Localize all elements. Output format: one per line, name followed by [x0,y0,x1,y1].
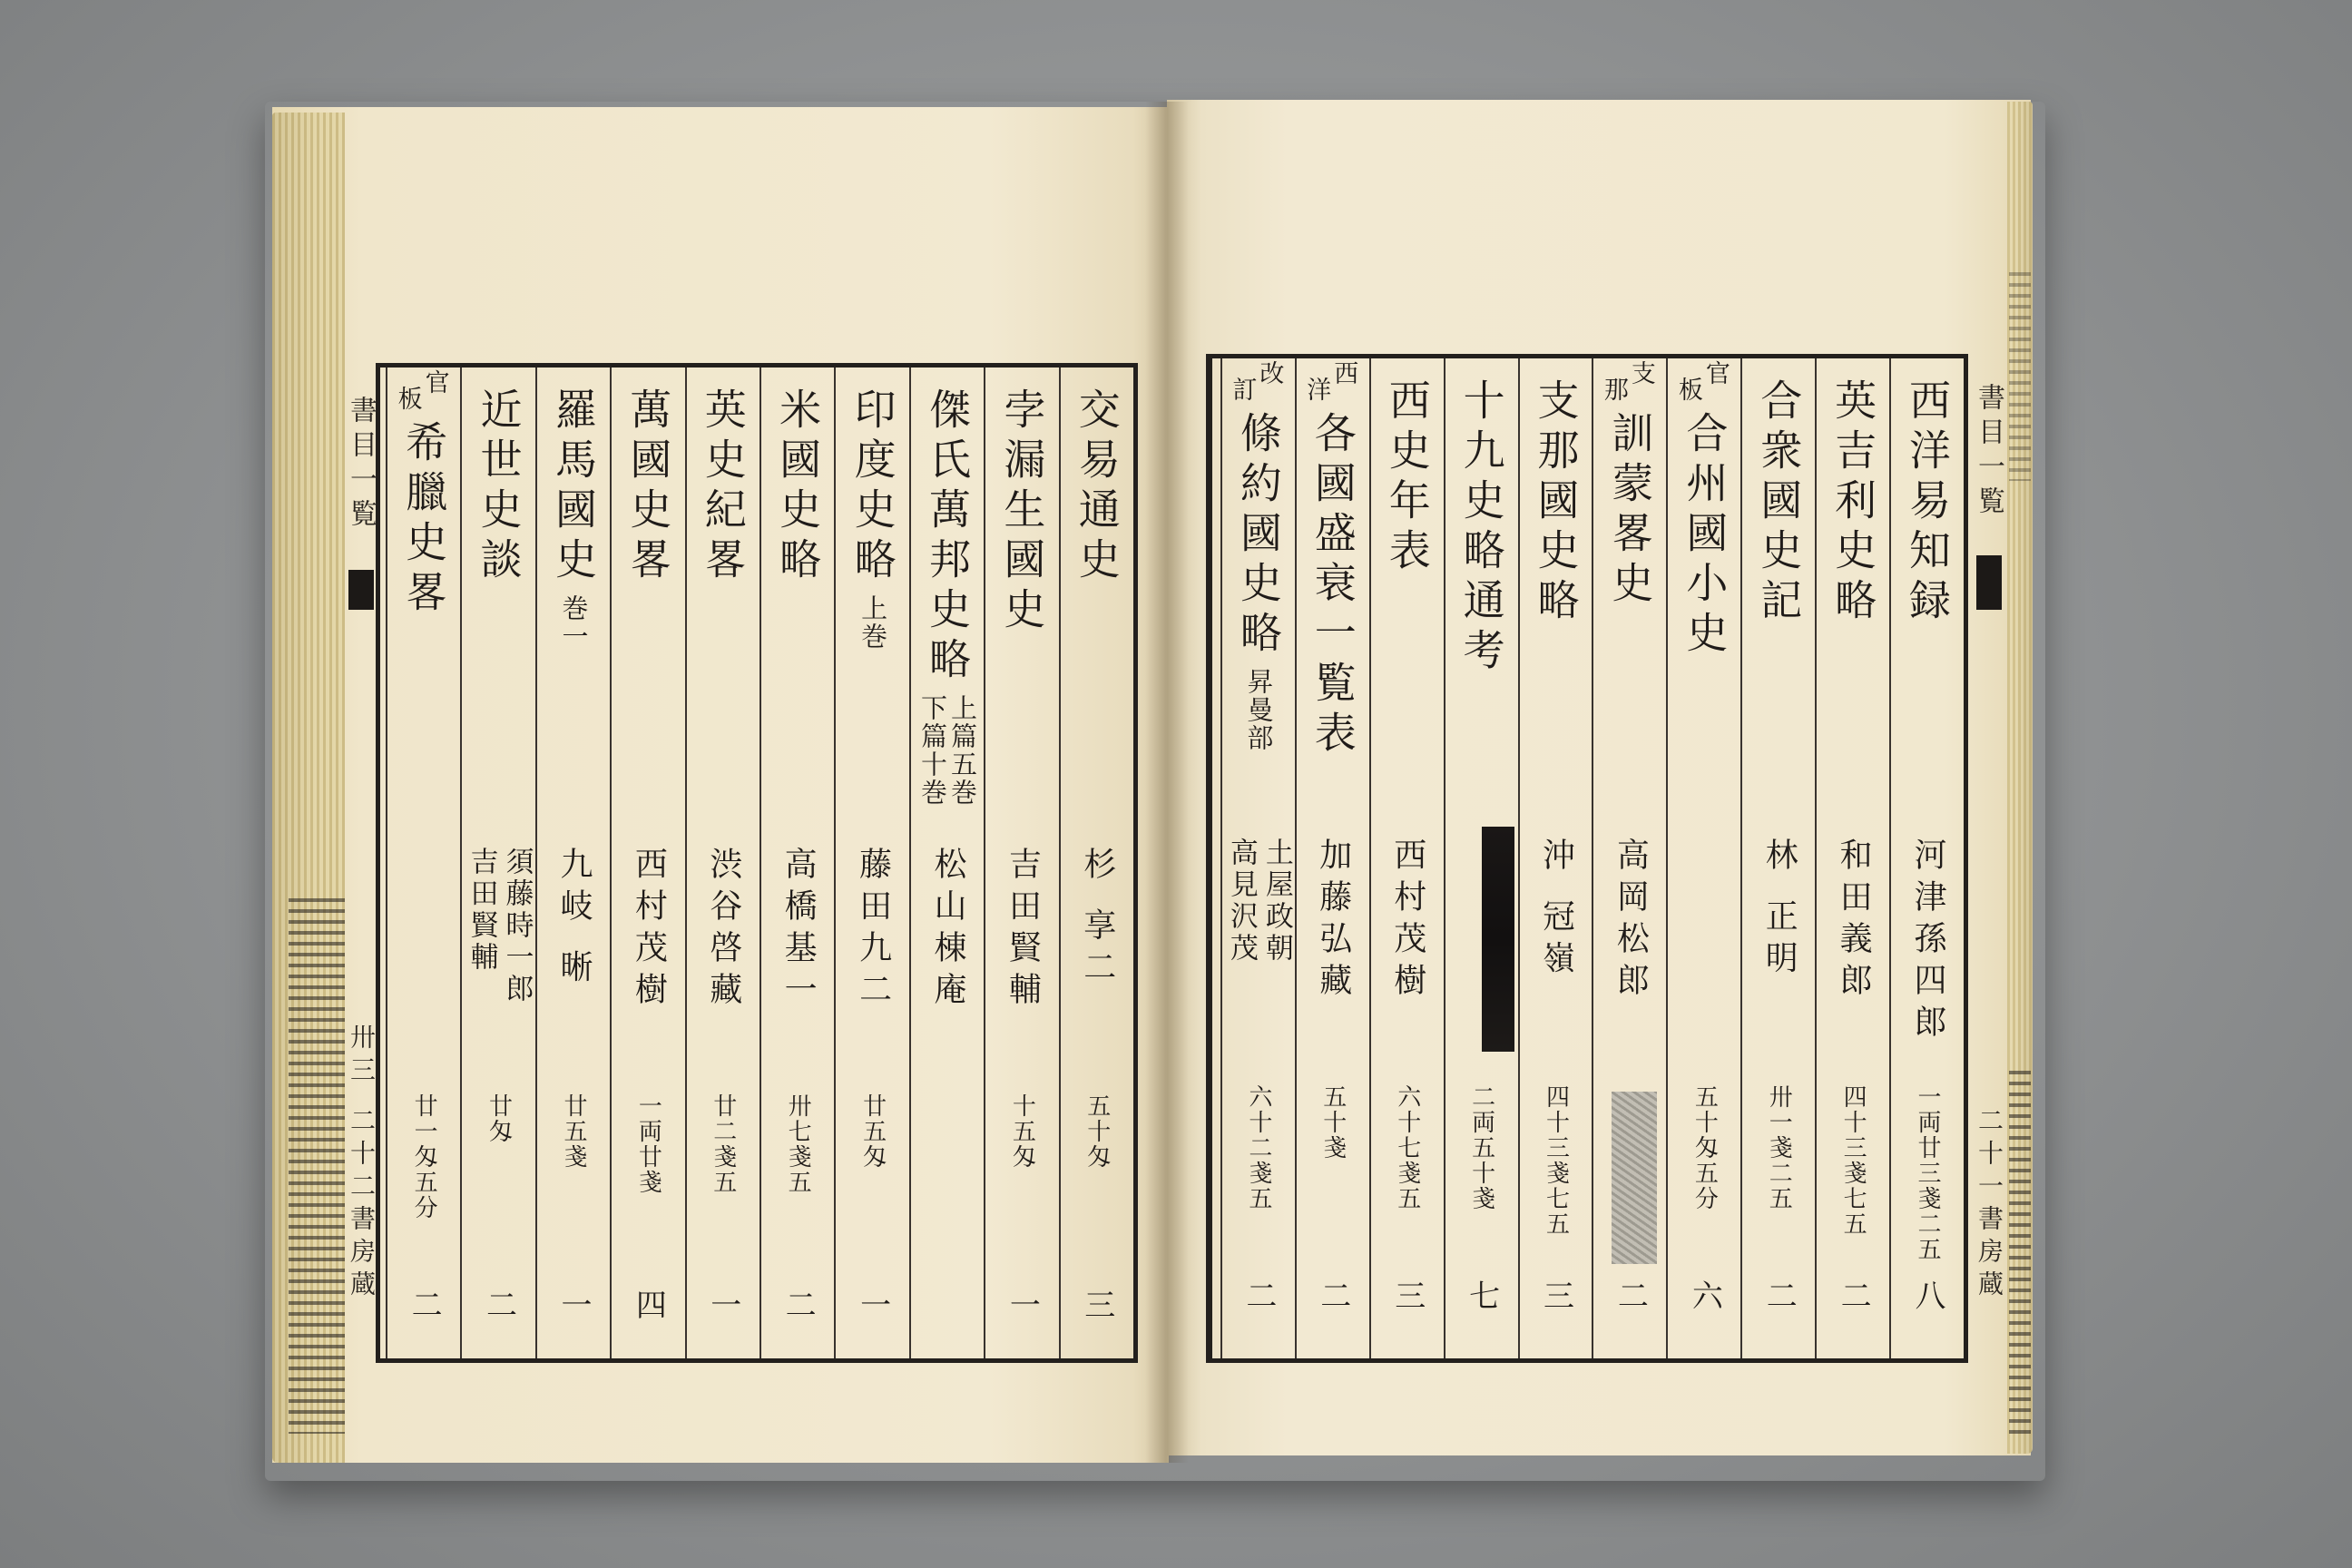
volume-count: 七 [1463,1279,1500,1310]
author-name: 高見沢茂 [1224,838,1258,965]
entry-head [1520,378,1592,628]
price: 廿二戔五 [709,1093,737,1195]
volume-count: 三 [1537,1279,1574,1310]
author-name: 高橋基一 [779,847,818,1014]
volume-count: 二 [1240,1279,1277,1310]
book-title: 傑氏萬邦史略 [922,387,972,687]
author [1891,838,1964,1046]
volume-note [558,594,590,651]
author-name: 西村茂樹 [630,847,668,1014]
book-title: 英史紀畧 [698,387,748,587]
catalog-entry [1740,358,1815,1358]
book-title: 西史年表 [1382,378,1432,578]
price: 十五匁 [1008,1093,1036,1170]
catalog-entry [1295,358,1369,1358]
volume-count: 二 [1760,1279,1798,1310]
author-name: 渋谷啓藏 [704,847,742,1014]
author-name: 吉田賢輔 [465,847,498,974]
volume-count: 三 [1388,1279,1426,1310]
entry-prefix [1297,362,1369,403]
catalog-entry [535,368,610,1358]
price: 廿匁 [485,1093,513,1144]
author-name: 杉 享二 [1078,847,1116,992]
prefix-char: 那 [1603,377,1629,405]
book-title: 各國盛衰一覧表 [1308,411,1357,760]
author-name: 加藤弘藏 [1314,838,1352,1004]
volume-count: 四 [630,1289,667,1319]
catalog-entry [1518,358,1592,1358]
entry-head [1061,387,1133,587]
fish-tail-mark [348,570,374,610]
volume-note [858,594,889,651]
note-line: 巻一 [558,594,590,651]
note-line: 下篇十巻 [916,694,948,807]
volume-count: 二 [1835,1279,1872,1310]
book-title: 近世史談 [474,387,524,587]
volume-count: 二 [406,1289,443,1319]
book-title: 十九史略通考 [1456,378,1506,678]
entry-head [985,387,1058,637]
author-name: 西村茂樹 [1388,838,1426,1004]
prefix-char: 改 [1259,360,1285,388]
entry-prefix [1668,362,1740,403]
author-name: 沖 冠嶺 [1537,838,1575,983]
author-name: 九岐 晰 [554,847,593,992]
price: 四十三戔七五 [1839,1084,1867,1237]
entry-head [462,387,534,587]
price: 六十七戔五 [1393,1084,1421,1211]
catalog-entry [460,368,534,1358]
author [1520,838,1592,982]
volume-count: 三 [1078,1289,1115,1319]
author [612,847,684,1014]
catalog-entry [1666,358,1740,1358]
entry-head [836,387,908,651]
right-running-title: 書目一覧 [1973,383,2004,521]
page-edge-ink [289,898,345,1434]
catalog-entry [909,368,984,1358]
catalog-entry [834,368,908,1358]
paper-damage-patch [1612,1092,1657,1264]
catalog-entry [1815,358,1889,1358]
book-gutter [1145,102,1189,1463]
prefix-char: 板 [397,386,423,414]
book-title: 希臘史畧 [399,420,449,620]
author-name: 須藤時一郎 [500,847,534,1005]
prefix-char: 官 [425,369,450,397]
volume-note [1243,668,1275,752]
book-title: 支那國史略 [1531,378,1581,628]
entry-head [911,387,984,807]
volume-count: 二 [779,1289,817,1319]
catalog-entry [610,368,684,1358]
author [911,847,984,1014]
entry-head [1891,378,1964,628]
entry-head [687,387,760,587]
author-name: 藤田九二 [854,847,892,1014]
catalog-entry [1889,358,1964,1358]
author [1371,838,1444,1004]
prefix-char: 洋 [1307,377,1332,405]
entry-head [1222,411,1295,752]
volume-count: 八 [1909,1279,1946,1310]
page-edge-ink [2009,1071,2031,1434]
entry-head [1742,378,1815,628]
entry-head [1593,411,1666,611]
entry-prefix [387,371,460,412]
book-title: 萬國史畧 [623,387,673,587]
author-name: 土屋政朝 [1259,838,1293,965]
volume-count: 二 [480,1289,517,1319]
price: 五十戔 [1318,1084,1347,1161]
page-edge-ink [2009,272,2031,481]
volume-count: 二 [1314,1279,1351,1310]
author [687,847,760,1014]
author [985,847,1058,1014]
author [1593,838,1666,1004]
entry-prefix [1593,362,1666,403]
prefix-char: 西 [1334,360,1359,388]
price: 六十二戔五 [1244,1084,1272,1211]
author-name: 河津孫四郎 [1909,838,1947,1046]
right-imprint: 二十一書房蔵 [1975,1107,2004,1303]
author-name: 高岡松郎 [1612,838,1650,1004]
author [1817,838,1889,1004]
catalog-entry [1369,358,1444,1358]
volume-count: 一 [704,1289,741,1319]
catalog-entry [984,368,1058,1358]
book-title: 合衆國史記 [1754,378,1804,628]
entry-head [761,387,834,587]
volume-count: 一 [1004,1289,1041,1319]
book-title: 交易通史 [1072,387,1122,587]
price: 廿五匁 [858,1093,887,1170]
catalog-entry [1059,368,1133,1358]
volume-count: 六 [1686,1279,1723,1310]
price: 二両五十戔 [1467,1084,1495,1211]
catalog-entry [760,368,834,1358]
catalog-entry [1444,358,1518,1358]
entry-prefix [1222,362,1295,403]
author-name: 林 正明 [1760,838,1798,983]
left-folio: 卅三 [347,1024,377,1089]
author [1222,838,1295,965]
book-title: 訓蒙畧史 [1605,411,1655,611]
book-title: 英吉利史略 [1828,378,1878,628]
volume-count: 一 [854,1289,891,1319]
volume-count: 一 [554,1289,592,1319]
author-name: 松山棟庵 [928,847,966,1014]
note-line: 上篇五巻 [946,694,978,807]
entry-head [537,387,610,651]
catalog-entry [386,368,460,1358]
entry-head [1668,411,1740,661]
catalog-entry [1592,358,1666,1358]
entry-head [1371,378,1444,578]
book-title: 合州國小史 [1680,411,1730,661]
entry-head [387,420,460,620]
note-line: 上巻 [858,594,889,651]
catalog-entry [1220,358,1295,1358]
redaction-block [1482,827,1514,1052]
book-title: 西洋易知録 [1903,378,1953,628]
left-imprint: 二十二書房蔵 [347,1107,377,1303]
price: 四十三戔七五 [1542,1084,1570,1237]
left-running-title: 書目一覧 [345,396,377,534]
price: 廿五戔 [559,1093,587,1170]
price: 五十匁 [1083,1093,1111,1170]
catalog-entry [685,368,760,1358]
note-line: 昇曼部 [1243,668,1275,752]
price: 一両廿戔 [634,1093,662,1195]
book-title: 羅馬國史 [548,387,598,587]
volume-note [916,694,978,807]
author [462,847,534,1005]
author-name: 吉田賢輔 [1004,847,1042,1014]
author [1742,838,1815,982]
prefix-char: 官 [1705,360,1730,388]
author [537,847,610,991]
book-title: 孛漏生國史 [997,387,1047,637]
prefix-char: 訂 [1232,377,1258,405]
author-name: 和田義郎 [1835,838,1873,1004]
author [761,847,834,1014]
book-title: 條約國史略 [1233,411,1283,661]
price: 五十匁五分 [1690,1084,1719,1211]
book-title: 印度史略 [848,387,897,587]
price: 一両廿三戔二五 [1914,1084,1942,1262]
prefix-char: 支 [1631,360,1656,388]
price: 廿一匁五分 [410,1093,438,1220]
volume-count: 二 [1612,1279,1649,1310]
price: 卅一戔二五 [1765,1084,1793,1211]
book-title: 米國史略 [773,387,823,587]
author [836,847,908,1014]
author [1061,847,1133,991]
price: 卅七戔五 [784,1093,812,1195]
entry-head [612,387,684,587]
entry-head [1297,411,1369,760]
entry-head [1446,378,1518,678]
entry-head [1817,378,1889,628]
right-catalog-frame [1206,354,1968,1363]
prefix-char: 板 [1678,377,1703,405]
author [1297,838,1369,1004]
left-catalog-frame [376,363,1138,1363]
fish-tail-mark [1976,555,2002,610]
